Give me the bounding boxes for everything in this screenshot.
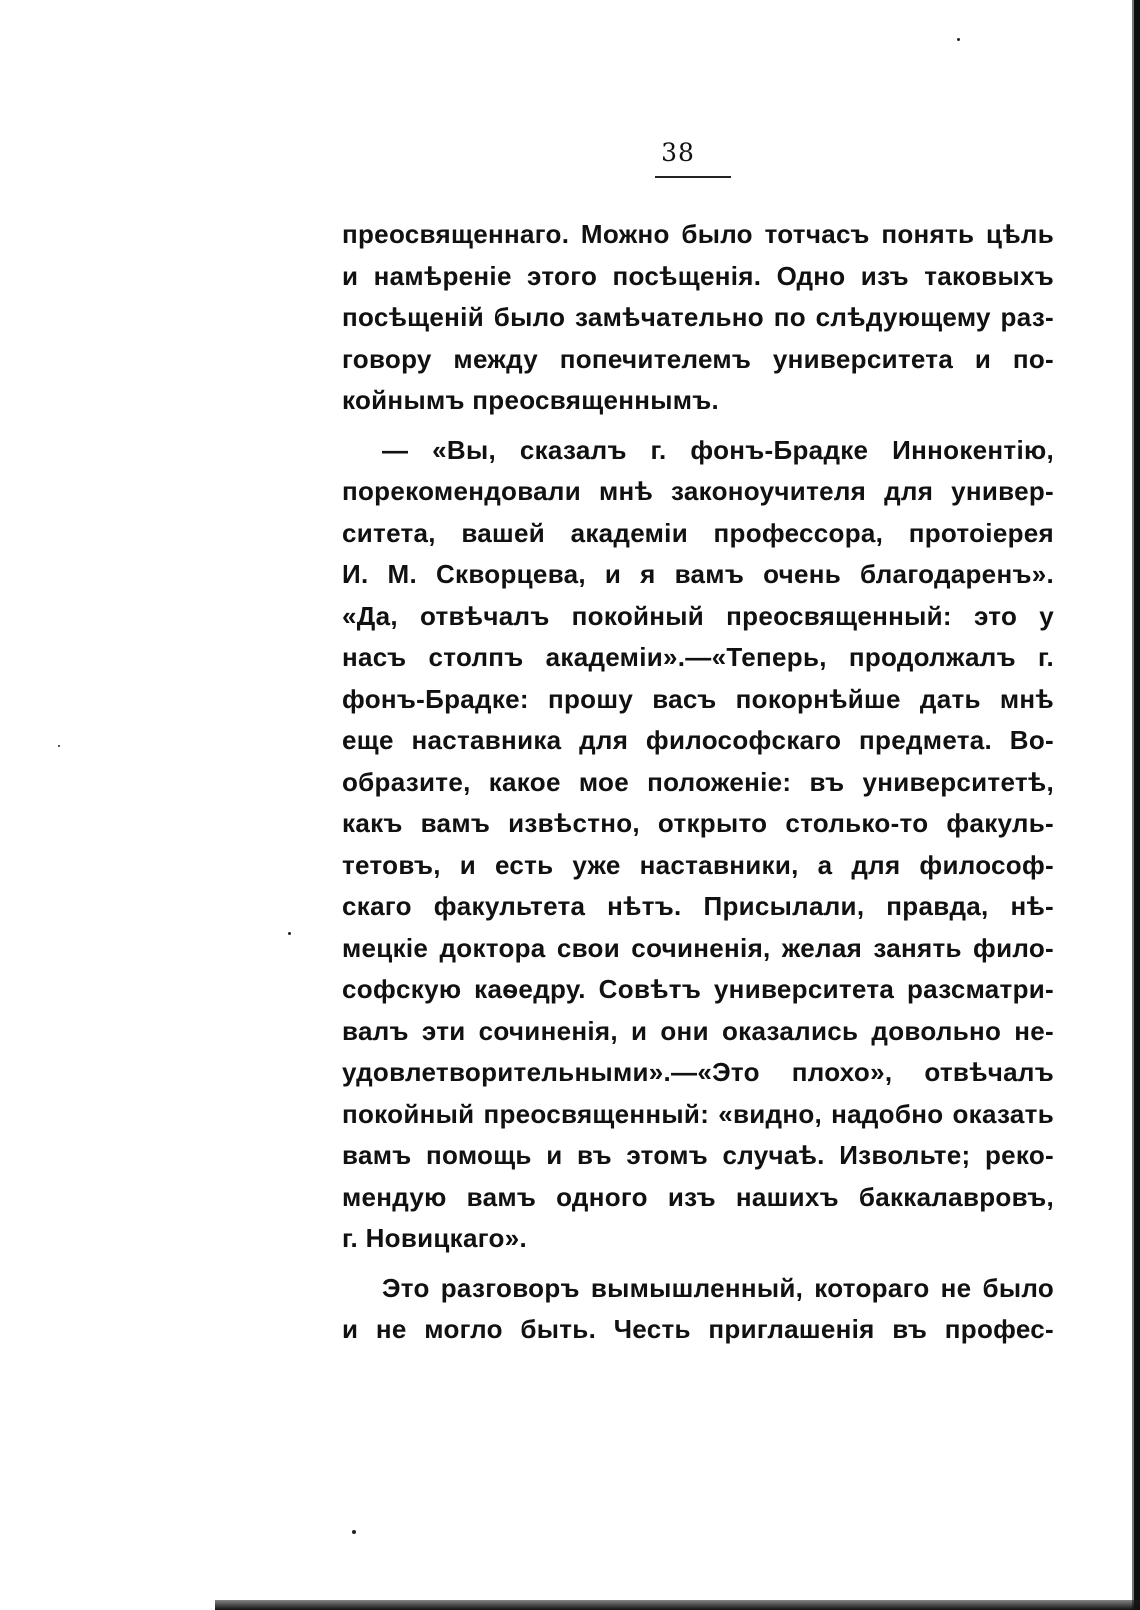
scan-speck [288, 932, 291, 935]
text-line: койнымъ преосвященнымъ. [342, 385, 720, 415]
text-line: софскую каѳедру. Совѣтъ университета разсматри- [342, 974, 1054, 1004]
text-line: образите, какое мое положеніе: въ университетѣ, [342, 766, 1054, 797]
text-line: валъ эти сочиненія, и они оказались довольно не- [342, 1015, 1054, 1046]
text-line: скаго факультета нѣтъ. Присылали, правда, нѣ- [342, 891, 1054, 921]
text-line: фонъ-Брадке: прошу васъ покорнѣйше дать мнѣ [342, 683, 1054, 714]
text-line: порекомендовали мнѣ законоучителя для универ- [342, 476, 1054, 506]
paragraph-gap [342, 422, 1054, 430]
text-line: ситета, вашей академіи профессора, протоіерея [342, 517, 1054, 548]
text-line: удовлетворительными».—«Это плохо», отвѣчалъ [342, 1057, 1054, 1087]
text-line: и не могло быть. Честь приглашенія въ профес- [342, 1314, 1054, 1344]
body-text [342, 214, 1054, 1351]
text-line: посѣщеній было замѣчательно по слѣдующему раз- [342, 302, 1054, 332]
text-line: г. Новицкаго». [342, 1223, 528, 1253]
page-edge-right [1134, 0, 1140, 1610]
scan-speck [58, 745, 60, 747]
text-line: еще наставника для философскаго предмета. Во- [342, 725, 1054, 755]
page-number-rule [655, 176, 731, 178]
page-edge-bottom [215, 1600, 1140, 1610]
text-line: «Да, отвѣчалъ покойный преосвященный: это у [342, 600, 1054, 631]
text-line: Это разговоръ вымышленный, котораго не было [382, 1272, 1054, 1303]
text-line: тетовъ, и есть уже наставники, а для философ- [342, 849, 1054, 880]
text-line: — «Вы, сказалъ г. фонъ-Брадке Иннокентію, [382, 434, 1054, 465]
text-line: мендую вамъ одного изъ нашихъ баккалавровъ, [342, 1181, 1054, 1212]
scan-speck [352, 1530, 356, 1534]
scan-speck [957, 38, 960, 41]
text-line: мецкіе доктора свои сочиненія, желая занять фило- [342, 932, 1054, 963]
paragraph-gap [342, 1260, 1054, 1268]
text-line: какъ вамъ извѣстно, открыто столько-то факуль- [342, 808, 1054, 838]
text-line: покойный преосвященный: «видно, надобно оказать [342, 1098, 1054, 1129]
text-line: вамъ помощь и въ этомъ случаѣ. Извольте; реко- [342, 1140, 1054, 1170]
text-line: преосвященнаго. Можно было тотчасъ понять цѣль [342, 219, 1054, 249]
text-line: насъ столпъ академіи».—«Теперь, продолжалъ г. [342, 642, 1054, 672]
page-number: 38 [661, 138, 695, 167]
text-line: говору между попечителемъ университета и по- [342, 343, 1054, 374]
text-line: и намѣреніе этого посѣщенія. Одно изъ таковыхъ [342, 260, 1054, 291]
text-line: И. М. Скворцева, и я вамъ очень благодаренъ». [342, 559, 1054, 589]
